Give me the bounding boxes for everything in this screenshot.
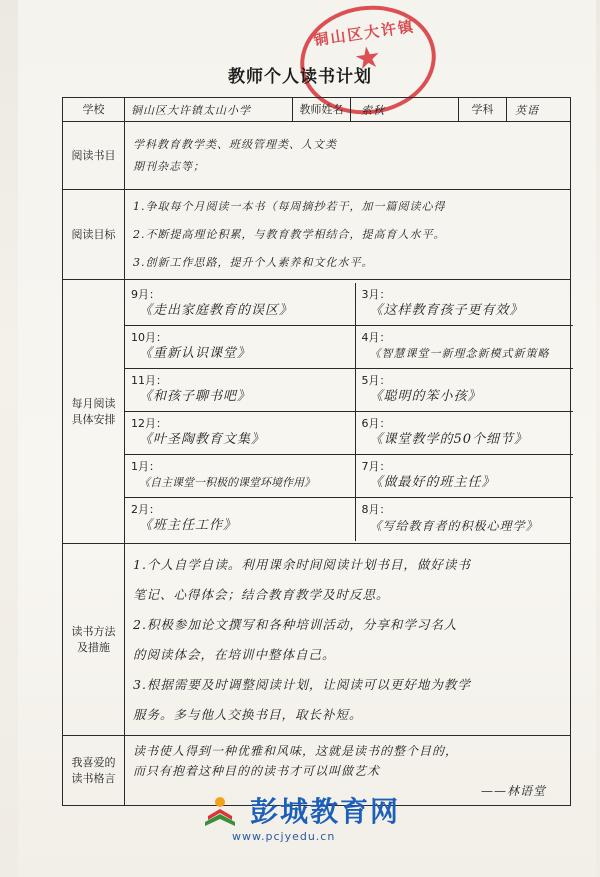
monthly-plan-label [63,280,125,544]
book-title: 《这样教育孩子更有效》 [369,302,524,318]
month-label: 12月： [131,417,167,430]
month-cell [125,498,355,541]
month-row [125,455,573,498]
methods-row [63,544,571,736]
month-label: 2月： [131,503,160,517]
reading-goal-line: 2.不断提高理论积累，与教育教学相结合，提高育人水平。 [133,227,446,241]
reading-goal-line: 1.争取每个月阅读一本书（每周摘抄若干，加一篇阅读心得 [133,199,446,213]
book-title: 《课堂教学的50个细节》 [369,432,529,447]
month-cell [355,498,573,541]
reading-goal-line: 3.创新工作思路，提升个人素养和文化水平。 [133,255,374,269]
book-title: 《叶圣陶教育文集》 [139,432,266,447]
watermark-site-name: 彭城教育网 [250,795,401,828]
seal-star-icon: ★ [352,39,384,78]
methods-label [63,544,125,736]
month-cell [355,283,573,326]
motto-label [63,736,125,806]
month-cell [355,326,573,369]
methods-line: 笔记、心得体会；结合教育教学及时反思。 [133,586,390,602]
motto-label-line: 我喜爱的 [71,755,116,769]
month-label: 9月： [131,287,160,301]
month-row [125,326,573,369]
methods-line: 2.积极参加论文撰写和各种培训活动，分享和学习名人 [133,616,458,632]
methods-line: 服务。多与他人交换书目，取长补短。 [133,706,363,722]
month-label: 8月： [361,503,391,517]
teacher-name-label: 教师姓名 [293,98,351,122]
reading-list-content [125,122,571,190]
month-row [125,283,573,326]
month-cell [355,412,573,455]
monthly-plan-label-line: 具体安排 [71,412,116,426]
month-cell [125,283,355,326]
month-label: 1月： [131,460,160,473]
monthly-plan-grid [125,280,571,544]
site-watermark [192,788,432,848]
motto-line: 而只有抱着这种目的的读书才可以叫做艺术 [133,763,381,778]
subject-value: 英语 [507,98,571,122]
subject-label: 学科 [459,98,507,122]
monthly-books-table [125,283,573,541]
reading-list-row [63,122,571,190]
book-title: 《和孩子聊书吧》 [139,389,252,404]
month-label: 5月： [361,374,391,387]
month-cell [125,412,355,455]
methods-label-line: 读书方法 [71,624,116,638]
methods-line: 3.根据需要及时调整阅读计划，让阅读可以更好地为教学 [133,676,471,692]
methods-line: 1.个人自学自读。利用课余时间阅读计划书目，做好读书 [133,556,471,572]
month-label: 3月： [361,287,391,301]
motto-author: ——林语堂 [480,783,546,798]
motto-line: 读书使人得到一种优雅和风味，这就是读书的整个目的， [133,743,459,758]
book-title: 《智慧课堂一新理念新模式新策略 [369,347,550,360]
month-label: 11月： [131,374,167,387]
school-value: 铜山区大许镇太山小学 [125,98,293,122]
methods-content [125,544,571,736]
book-title: 《重新认识课堂》 [139,346,252,361]
school-label: 学校 [63,98,125,122]
book-title: 《自主课堂一积极的课堂环境作用》 [139,476,315,489]
book-logo-icon [202,792,238,828]
month-row [125,412,573,455]
reading-list-line: 期刊杂志等； [133,159,205,173]
header-row [63,98,571,122]
month-cell [355,455,573,498]
reading-goals-row [63,190,571,280]
motto-label-line: 读书格言 [71,771,116,785]
methods-line: 的阅读体会，在培训中整体自己。 [133,646,336,662]
book-title: 《班主任工作》 [139,518,238,534]
methods-label-line: 及措施 [77,640,110,654]
book-title: 《走出家庭教育的误区》 [139,302,294,318]
seal-text: 铜山区大许镇 [312,17,416,50]
month-cell [125,326,355,369]
teacher-name-value: 索秋 [351,98,459,122]
reading-goals-content [125,190,571,280]
month-cell [355,369,573,412]
book-title: 《写给教育者的积极心理学》 [369,519,539,534]
month-row [125,498,573,541]
month-label: 7月： [361,460,391,473]
month-cell [125,455,355,498]
monthly-plan-label-line: 每月阅读 [71,396,116,410]
month-label: 6月： [361,417,391,430]
month-cell [125,369,355,412]
book-title: 《做最好的班主任》 [369,475,496,490]
month-row [125,369,573,412]
month-label: 4月： [361,331,391,344]
reading-list-line: 学科教育教学类、班级管理类、人文类 [133,137,337,151]
monthly-plan-row [63,280,571,544]
month-label: 10月： [131,331,167,344]
watermark-url: www.pcjyedu.cn [232,830,336,843]
document-title: 教师个人读书计划 [228,67,372,87]
reading-plan-table [62,97,571,806]
reading-goals-label: 阅读目标 [63,190,125,280]
reading-list-label: 阅读书目 [63,122,125,190]
book-title: 《聪明的笨小孩》 [369,389,482,404]
